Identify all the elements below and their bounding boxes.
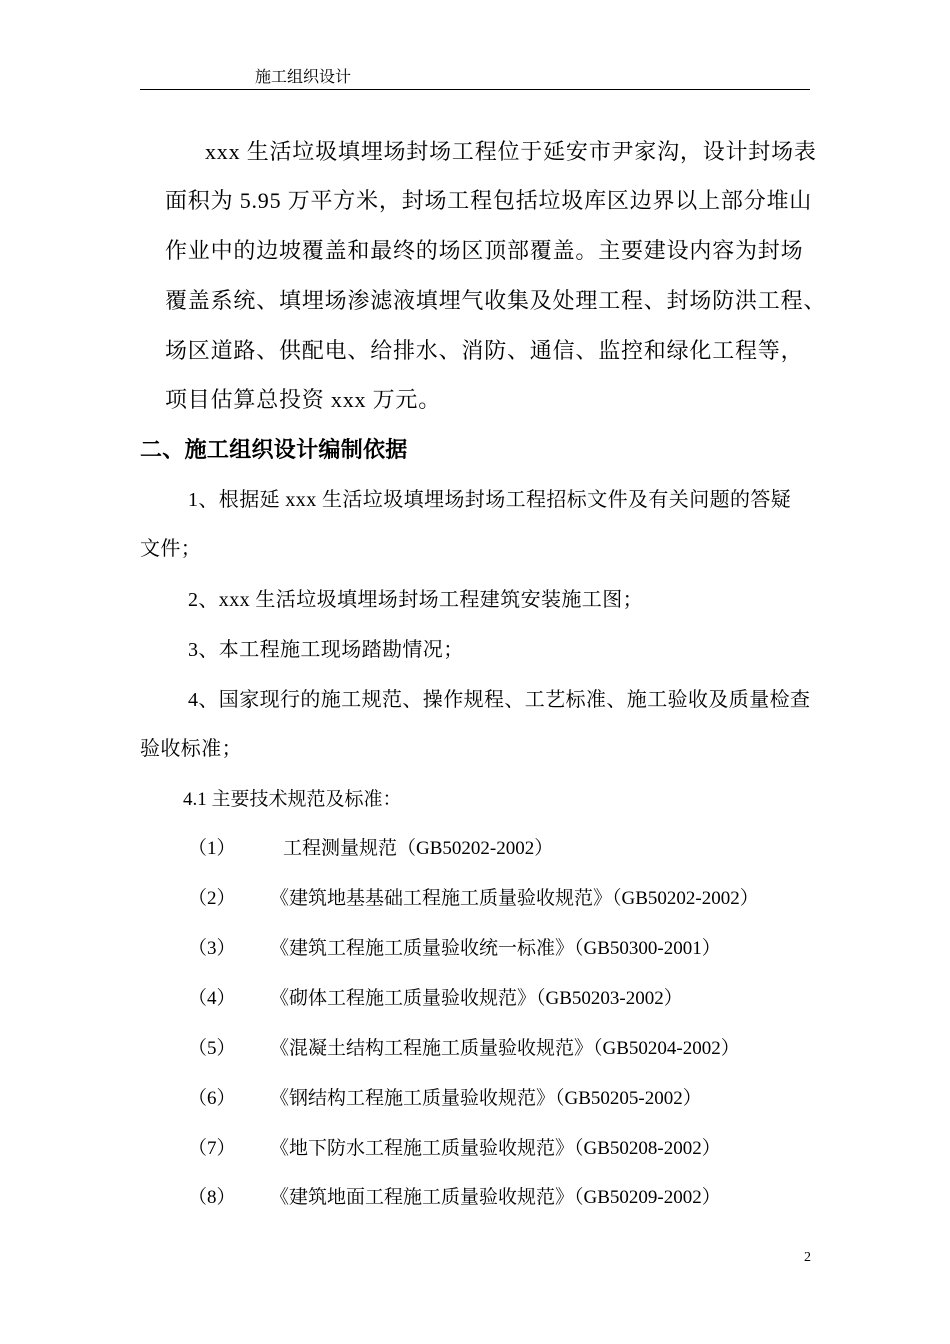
standard-number: （2） [188, 888, 236, 909]
standard-number: （6） [188, 1088, 236, 1109]
standard-title: 工程测量规范（GB50202-2002） [283, 838, 554, 859]
standard-title: 《混凝土结构工程施工质量验收规范》（GB50204-2002） [270, 1038, 740, 1059]
standard-item [0, 934, 950, 964]
standard-title: 《建筑工程施工质量验收统一标准》（GB50300-2001） [270, 938, 721, 959]
header-rule [140, 89, 810, 90]
section-heading: 二、施工组织设计编制依据 [140, 437, 408, 462]
basis-item-3-line: 3、本工程施工现场踏勘情况； [188, 639, 464, 661]
standard-item [0, 1183, 950, 1213]
basis-item-4-line: 验收标准； [140, 738, 242, 760]
standard-title: 《建筑地面工程施工质量验收规范》（GB50209-2002） [270, 1187, 721, 1208]
standard-item [0, 834, 950, 864]
standard-number: （3） [188, 938, 236, 959]
basis-item-1-line: 1、根据延 xxx 生活垃圾填埋场封场工程招标文件及有关问题的答疑 [188, 489, 792, 511]
standard-item [0, 1034, 950, 1064]
standard-number: （8） [188, 1187, 236, 1208]
basis-item-1-line: 文件； [140, 538, 202, 560]
standard-number: （4） [188, 988, 236, 1009]
intro-line: 覆盖系统、填埋场渗滤液填埋气收集及处理工程、封场防洪工程、 [165, 288, 827, 313]
intro-line: 场区道路、供配电、给排水、消防、通信、监控和绿化工程等， [165, 338, 804, 363]
standard-title: 《钢结构工程施工质量验收规范》（GB50205-2002） [270, 1088, 702, 1109]
standard-number: （1） [188, 838, 236, 859]
header-title: 施工组织设计 [255, 69, 352, 86]
standard-item [0, 984, 950, 1014]
standard-title: 《地下防水工程施工质量验收规范》（GB50208-2002） [270, 1138, 721, 1159]
standard-number: （5） [188, 1038, 236, 1059]
intro-line: xxx 生活垃圾填埋场封场工程位于延安市尹家沟，设计封场表 [205, 139, 817, 164]
page-number: 2 [804, 1250, 811, 1265]
intro-line: 作业中的边坡覆盖和最终的场区顶部覆盖。主要建设内容为封场 [165, 238, 804, 263]
standard-title: 《砌体工程施工质量验收规范》（GB50203-2002） [270, 988, 683, 1009]
standard-item [0, 884, 950, 914]
standard-item [0, 1084, 950, 1114]
intro-line: 面积为 5.95 万平方米，封场工程包括垃圾库区边界以上部分堆山 [165, 188, 813, 213]
standard-number: （7） [188, 1138, 236, 1159]
standard-title: 《建筑地基基础工程施工质量验收规范》（GB50202-2002） [270, 888, 759, 909]
standard-item [0, 1134, 950, 1164]
intro-line: 项目估算总投资 xxx 万元。 [165, 387, 442, 412]
subsection-heading: 4.1 主要技术规范及标准： [183, 789, 402, 810]
basis-item-2-line: 2、xxx 生活垃圾填埋场封场工程建筑安装施工图； [188, 589, 643, 611]
basis-item-4-line: 4、国家现行的施工规范、操作规程、工艺标准、施工验收及质量检查 [188, 689, 811, 711]
